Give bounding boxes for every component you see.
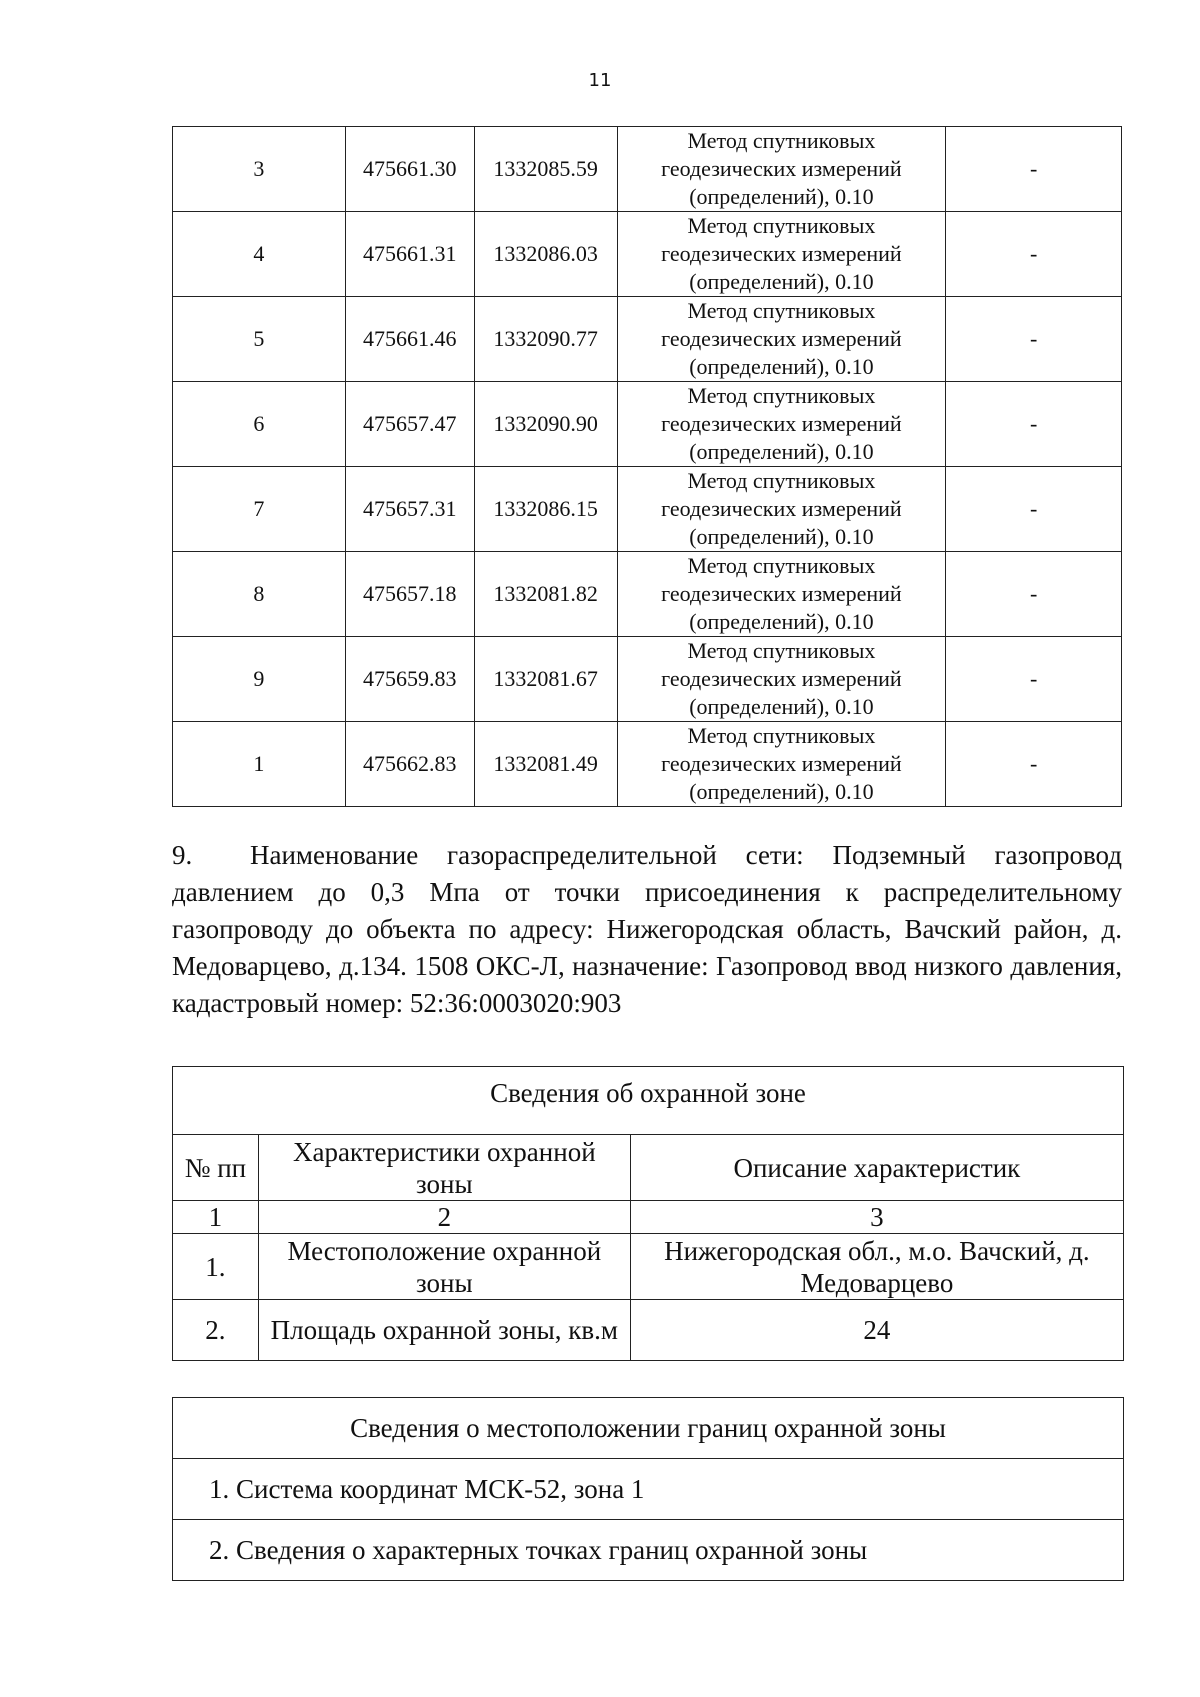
row1-description-line1: Нижегородская обл., м.о. Вачский, д. [664, 1235, 1090, 1266]
y-coordinate-cell: 1332090.77 [474, 297, 617, 382]
method-line-1: Метод спутниковых [687, 383, 876, 408]
note-cell: - [946, 127, 1122, 212]
note-cell: - [946, 297, 1122, 382]
coordinates-row [173, 722, 1122, 807]
bounds-table-title: Сведения о местоположении границ охранной зоны [173, 1398, 1124, 1459]
point-number-cell: 4 [173, 212, 346, 297]
method-cell [617, 382, 946, 467]
row1-characteristic [258, 1234, 630, 1300]
bounds-item-characteristic-points: 2. Сведения о характерных точках границ охранной зоны [173, 1520, 1124, 1581]
method-cell [617, 127, 946, 212]
zone-table-title: Сведения об охранной зоне [173, 1067, 1124, 1135]
x-coordinate-cell: 475657.31 [345, 467, 474, 552]
method-line-2: геодезических измерений [661, 666, 902, 691]
method-line-3: (определений), 0.10 [689, 269, 874, 294]
note-cell: - [946, 212, 1122, 297]
method-line-1: Метод спутниковых [687, 468, 876, 493]
x-coordinate-cell: 475661.46 [345, 297, 474, 382]
row1-number: 1. [173, 1234, 259, 1300]
method-cell [617, 467, 946, 552]
method-line-3: (определений), 0.10 [689, 439, 874, 464]
x-coordinate-cell: 475662.83 [345, 722, 474, 807]
coordinates-row [173, 467, 1122, 552]
x-coordinate-cell: 475661.30 [345, 127, 474, 212]
method-line-2: геодезических измерений [661, 751, 902, 776]
point-number-cell: 8 [173, 552, 346, 637]
row2-description: 24 [630, 1300, 1123, 1361]
index-cell-1: 1 [173, 1201, 259, 1234]
paragraph-text: Наименование газораспределительной сети: Подземный газопровод давлением до 0,3 Мпа от точки присоединения к распределительному газопроводу до объекта по адресу: Нижегородская область, Вачский район, д. Медоварцево, д.134. 1508 ОКС-Л, назначение: Газопровод ввод низкого давления, кадастровый номер: 52:36:0003020:903 [172, 840, 1122, 1018]
x-coordinate-cell: 475659.83 [345, 637, 474, 722]
method-line-2: геодезических измерений [661, 411, 902, 436]
method-line-1: Метод спутниковых [687, 553, 876, 578]
bounds-item-coordinate-system: 1. Система координат МСК-52, зона 1 [173, 1459, 1124, 1520]
y-coordinate-cell: 1332090.90 [474, 382, 617, 467]
note-cell: - [946, 637, 1122, 722]
point-number-cell: 5 [173, 297, 346, 382]
header-characteristics [258, 1135, 630, 1201]
method-line-3: (определений), 0.10 [689, 694, 874, 719]
method-cell [617, 637, 946, 722]
header-characteristics-line1: Характеристики охранной [292, 1136, 596, 1167]
y-coordinate-cell: 1332081.49 [474, 722, 617, 807]
y-coordinate-cell: 1332086.15 [474, 467, 617, 552]
method-line-1: Метод спутниковых [687, 213, 876, 238]
row2-characteristic: Площадь охранной зоны, кв.м [258, 1300, 630, 1361]
method-line-2: геодезических измерений [661, 156, 902, 181]
point-number-cell: 6 [173, 382, 346, 467]
y-coordinate-cell: 1332086.03 [474, 212, 617, 297]
method-line-3: (определений), 0.10 [689, 524, 874, 549]
zone-boundaries-table [172, 1397, 1124, 1581]
point-number-cell: 7 [173, 467, 346, 552]
method-line-2: геодезических измерений [661, 241, 902, 266]
method-line-3: (определений), 0.10 [689, 354, 874, 379]
header-number: № пп [173, 1135, 259, 1201]
row1-characteristic-line1: Местоположение охранной [287, 1235, 602, 1266]
method-line-2: геодезических измерений [661, 496, 902, 521]
point-number-cell: 9 [173, 637, 346, 722]
row2-number: 2. [173, 1300, 259, 1361]
paragraph-number: 9. [172, 840, 193, 870]
point-number-cell: 3 [173, 127, 346, 212]
method-cell [617, 552, 946, 637]
method-line-3: (определений), 0.10 [689, 609, 874, 634]
coordinates-table [172, 126, 1122, 807]
header-description: Описание характеристик [630, 1135, 1123, 1201]
page-number: 11 [588, 70, 612, 91]
point-number-cell: 1 [173, 722, 346, 807]
header-characteristics-line2: зоны [416, 1168, 473, 1199]
coordinates-row [173, 127, 1122, 212]
index-cell-2: 2 [258, 1201, 630, 1234]
method-line-2: геодезических измерений [661, 581, 902, 606]
method-line-1: Метод спутниковых [687, 638, 876, 663]
note-cell: - [946, 722, 1122, 807]
note-cell: - [946, 382, 1122, 467]
method-cell [617, 212, 946, 297]
note-cell: - [946, 467, 1122, 552]
coordinates-row [173, 637, 1122, 722]
index-cell-3: 3 [630, 1201, 1123, 1234]
row1-description-line2: Медоварцево [800, 1267, 954, 1298]
x-coordinate-cell: 475657.18 [345, 552, 474, 637]
method-cell [617, 722, 946, 807]
coordinates-row [173, 297, 1122, 382]
y-coordinate-cell: 1332085.59 [474, 127, 617, 212]
note-cell: - [946, 552, 1122, 637]
method-cell [617, 297, 946, 382]
y-coordinate-cell: 1332081.82 [474, 552, 617, 637]
x-coordinate-cell: 475661.31 [345, 212, 474, 297]
y-coordinate-cell: 1332081.67 [474, 637, 617, 722]
protection-zone-table [172, 1066, 1124, 1361]
coordinates-row [173, 382, 1122, 467]
x-coordinate-cell: 475657.47 [345, 382, 474, 467]
coordinates-row [173, 552, 1122, 637]
row1-characteristic-line2: зоны [416, 1267, 473, 1298]
coordinates-row [173, 212, 1122, 297]
method-line-1: Метод спутниковых [687, 128, 876, 153]
network-description [172, 837, 1122, 1022]
method-line-3: (определений), 0.10 [689, 779, 874, 804]
method-line-3: (определений), 0.10 [689, 184, 874, 209]
method-line-1: Метод спутниковых [687, 723, 876, 748]
method-line-2: геодезических измерений [661, 326, 902, 351]
row1-description [630, 1234, 1123, 1300]
method-line-1: Метод спутниковых [687, 298, 876, 323]
